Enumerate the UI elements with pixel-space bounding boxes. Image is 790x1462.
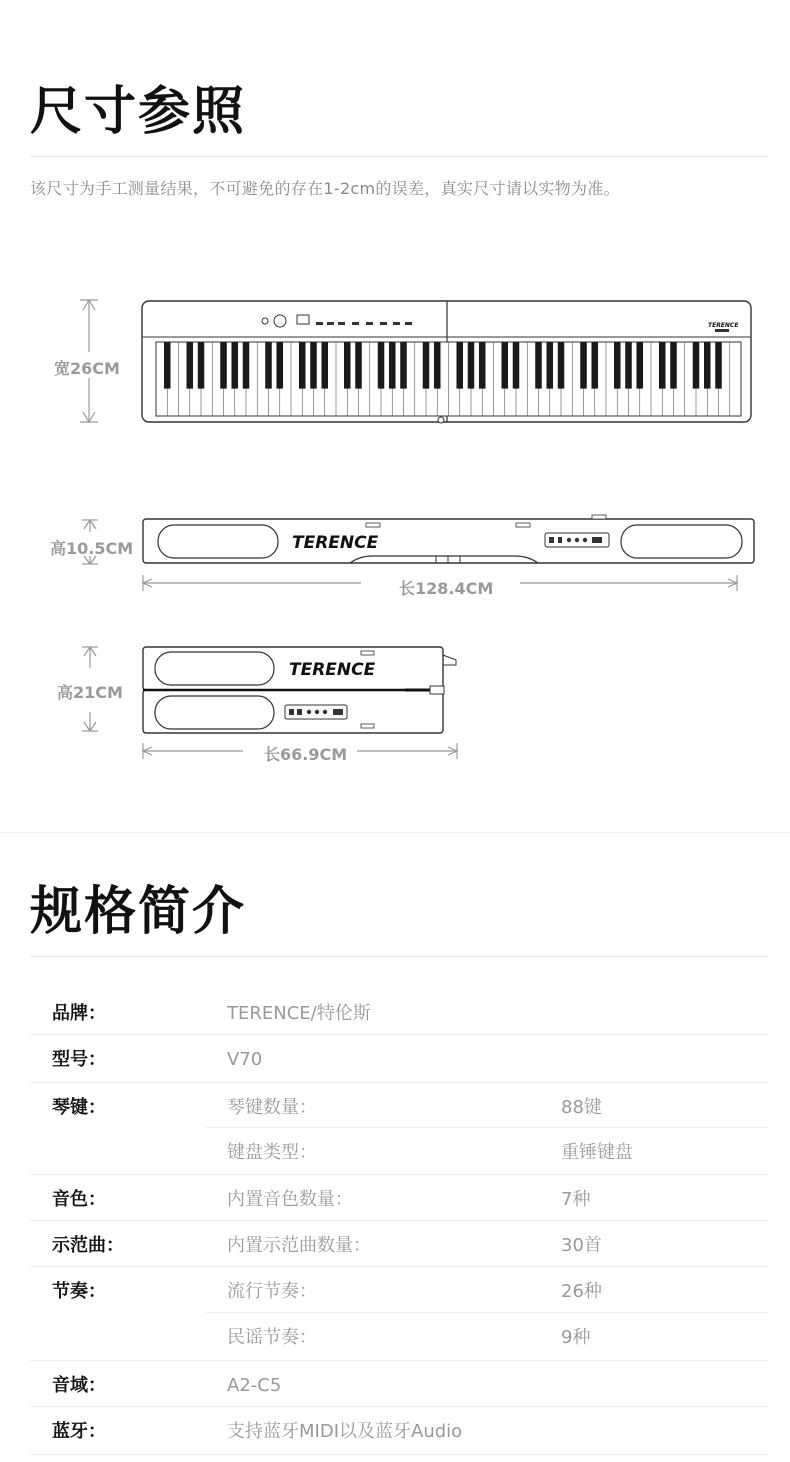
folded-height-label: 高21CM — [57, 683, 123, 702]
brand-logo-folded: TERENCE — [289, 660, 376, 680]
spec-row — [30, 1086, 768, 1132]
spec-name: 内置示范曲数量： — [227, 1235, 371, 1256]
spec-row — [30, 1178, 768, 1224]
spec-name: V70 — [227, 1049, 263, 1070]
row-divider — [30, 1034, 768, 1035]
brand-logo-front: TERENCE — [292, 533, 379, 553]
spec-row — [30, 1038, 768, 1084]
spec-value: 30首 — [561, 1235, 602, 1256]
spec-name: 支持蓝牙MIDI以及蓝牙Audio — [227, 1421, 463, 1442]
spec-label: 音域： — [52, 1375, 106, 1396]
spec-name: TERENCE/特伦斯 — [227, 1003, 371, 1024]
spec-row — [30, 1131, 768, 1177]
spec-label: 品牌： — [52, 1003, 106, 1024]
front-length-label: 长128.4CM — [399, 579, 494, 598]
dimensions-title: 尺寸参照 — [30, 82, 247, 142]
front-height-label: 高10.5CM — [50, 539, 134, 558]
spec-name: 民谣节奏： — [227, 1327, 317, 1348]
spec-name: 流行节奏： — [227, 1281, 317, 1302]
spec-row — [30, 1270, 768, 1316]
row-divider — [30, 1454, 768, 1455]
spec-name: A2-C5 — [227, 1375, 282, 1396]
spec-label: 音色： — [52, 1189, 106, 1210]
spec-label: 节奏： — [52, 1281, 106, 1302]
spec-value: 重锤键盘 — [561, 1142, 633, 1163]
folded-length-label: 长66.9CM — [264, 745, 348, 764]
row-divider — [206, 1127, 768, 1128]
spec-label: 型号： — [52, 1049, 106, 1070]
row-divider — [30, 1406, 768, 1407]
spec-row — [30, 1364, 768, 1410]
brand-logo-small: TERENCE — [708, 322, 739, 329]
row-divider — [206, 1312, 768, 1313]
spec-value: 9种 — [561, 1327, 591, 1348]
row-divider — [30, 1220, 768, 1221]
spec-row — [30, 1410, 768, 1456]
specs-title-divider — [30, 956, 768, 957]
spec-row — [30, 1316, 768, 1362]
row-divider — [30, 1266, 768, 1267]
spec-value: 88键 — [561, 1097, 602, 1118]
spec-label: 示范曲： — [52, 1235, 124, 1256]
row-divider — [30, 1082, 768, 1083]
measurement-note: 该尺寸为手工测量结果，不可避免的存在1-2cm的误差，真实尺寸请以实物为准。 — [30, 179, 620, 198]
spec-label: 琴键： — [52, 1097, 106, 1118]
spec-value: 26种 — [561, 1281, 602, 1302]
row-divider — [30, 1360, 768, 1361]
spec-row — [30, 992, 768, 1038]
row-divider — [30, 1174, 768, 1175]
spec-row — [30, 1224, 768, 1270]
width-label: 宽26CM — [54, 359, 120, 378]
spec-name: 键盘类型： — [227, 1142, 317, 1163]
spec-value: 7种 — [561, 1189, 591, 1210]
section-separator — [0, 832, 790, 833]
spec-label: 蓝牙： — [52, 1421, 106, 1442]
spec-name: 琴键数量： — [227, 1097, 317, 1118]
specs-title: 规格简介 — [30, 882, 247, 942]
spec-name: 内置音色数量： — [227, 1189, 353, 1210]
